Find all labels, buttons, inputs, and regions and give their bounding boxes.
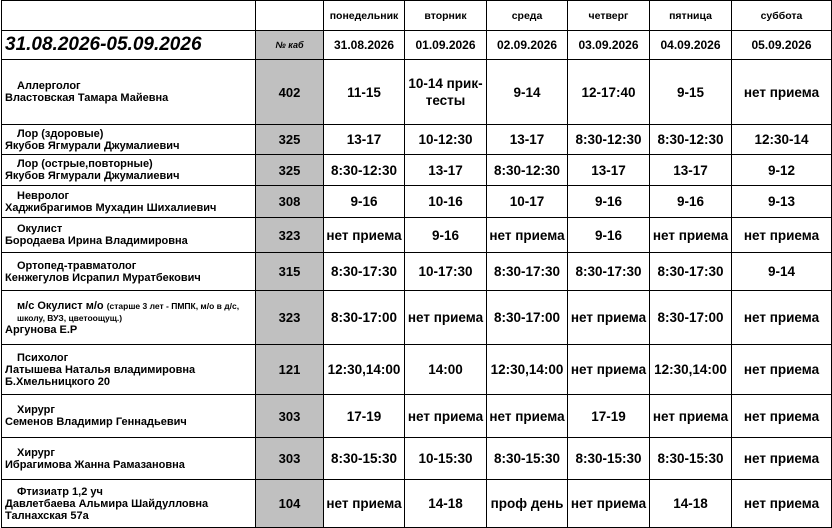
date-header: 04.09.2026 [650,31,732,60]
schedule-cell: 9-14 [487,60,568,125]
specialty-label: Лор (острые,повторные) [17,158,153,170]
schedule-table [1,0,832,528]
schedule-cell: 8:30-12:30 [324,155,405,186]
date-header-row [2,31,832,60]
schedule-cell: нет приема [732,395,832,438]
doctor-cell [2,345,256,395]
schedule-cell: нет приема [732,438,832,480]
room-number: 303 [256,438,324,480]
schedule-cell: 13-17 [405,155,487,186]
schedule-cell: 10-17 [487,186,568,218]
schedule-cell: 9-12 [732,155,832,186]
schedule-cell: 8:30-12:30 [487,155,568,186]
doctor-name: Властовская Тамара Майевна [5,92,169,104]
schedule-cell: нет приема [405,291,487,345]
specialty-label: Аллерголог [17,80,81,92]
date-header: 31.08.2026 [324,31,405,60]
schedule-cell: 12-17:40 [568,60,650,125]
schedule-cell: 8:30-17:30 [650,253,732,291]
room-column-header: № каб [256,31,324,60]
schedule-cell: 11-15 [324,60,405,125]
schedule-cell: 13-17 [568,155,650,186]
schedule-cell: нет приема [650,395,732,438]
doctor-name: Семенов Владимир Геннадьевич [5,416,187,428]
doctor-cell [2,253,256,291]
schedule-cell: нет приема [568,291,650,345]
doctor-name: Хаджибрагимов Мухадин Шихалиевич [5,201,217,214]
schedule-cell: 8:30-12:30 [650,125,732,155]
schedule-row [2,253,832,291]
day-header: суббота [732,1,832,31]
doctor-name: Кенжегулов Исрапил Муратбекович [5,271,201,284]
schedule-cell: 14-18 [650,480,732,528]
date-header: 05.09.2026 [732,31,832,60]
schedule-cell: нет приема [487,395,568,438]
schedule-row [2,480,832,528]
schedule-cell: 9-16 [650,186,732,218]
day-header: понедельник [324,1,405,31]
schedule-cell: 12:30,14:00 [324,345,405,395]
schedule-row [2,438,832,480]
corner-cell [2,1,256,31]
day-header: четверг [568,1,650,31]
doctor-name: Давлетбаева Альмира Шайдулловна [5,497,209,510]
schedule-cell: 17-19 [568,395,650,438]
address-label: Талнахская 57а [5,509,89,522]
date-header: 02.09.2026 [487,31,568,60]
schedule-cell: 13-17 [487,125,568,155]
schedule-row [2,395,832,438]
schedule-cell: 8:30-17:00 [650,291,732,345]
room-number: 325 [256,125,324,155]
doctor-cell [2,186,256,218]
schedule-cell: 8:30-17:00 [487,291,568,345]
schedule-row [2,155,832,186]
schedule-cell: 9-16 [405,218,487,253]
doctor-name: Ибрагимова Жанна Рамазановна [5,458,185,471]
specialty-label: Лор (здоровые) [17,127,104,140]
schedule-cell: нет приема [405,395,487,438]
doctor-cell [2,438,256,480]
schedule-cell: 12:30,14:00 [487,345,568,395]
schedule-cell: 10-15:30 [405,438,487,480]
schedule-cell: 8:30-17:30 [568,253,650,291]
date-header: 01.09.2026 [405,31,487,60]
doctor-cell [2,480,256,528]
room-number: 402 [256,60,324,125]
schedule-cell: 13-17 [324,125,405,155]
schedule-cell: 8:30-17:30 [487,253,568,291]
schedule-cell: 8:30-12:30 [568,125,650,155]
schedule-cell: 8:30-17:30 [324,253,405,291]
schedule-cell: нет приема [732,480,832,528]
doctor-name: Латышева Наталья владимировна [5,363,196,376]
schedule-row [2,186,832,218]
specialty-note: (старше 3 лет - ПМПК, м/о в д/с, школу, ВУЗ, цветоощущ.) [17,300,240,323]
room-number: 121 [256,345,324,395]
schedule-cell: нет приема [324,480,405,528]
schedule-cell: 10-12:30 [405,125,487,155]
schedule-cell: 8:30-15:30 [487,438,568,480]
doctor-name: Бородаева Ирина Владимировна [5,235,188,247]
doctor-name: Якубов Ягмурали Джумалиевич [5,139,180,152]
schedule-cell: 14-18 [405,480,487,528]
schedule-cell: 13-17 [650,155,732,186]
schedule-cell: нет приема [732,291,832,345]
doctor-cell [2,395,256,438]
period-title: 31.08.2026-05.09.2026 [2,31,256,60]
day-header: среда [487,1,568,31]
schedule-cell: 9-16 [324,186,405,218]
schedule-cell: 10-14 прик-тесты [405,60,487,125]
doctor-name: Аргунова Е.Р [5,323,78,336]
doctor-cell [2,125,256,155]
room-number: 315 [256,253,324,291]
room-number: 303 [256,395,324,438]
schedule-cell: нет приема [732,218,832,253]
doctor-cell [2,60,256,125]
schedule-cell: нет приема [568,345,650,395]
schedule-cell: 12:30-14 [732,125,832,155]
specialty-label: Невролог [17,189,70,202]
schedule-cell: 9-16 [568,186,650,218]
schedule-cell: 8:30-15:30 [650,438,732,480]
doctor-cell [2,291,256,345]
address-label: Б.Хмельницкого 20 [5,375,110,388]
room-number: 323 [256,291,324,345]
specialty-label: м/с Окулист м/о (старше 3 лет - ПМПК, м/о в д/с, школу, ВУЗ, цветоощущ.) [17,299,240,323]
schedule-cell: нет приема [732,345,832,395]
specialty-label: Хирург [17,446,55,459]
schedule-cell: 10-16 [405,186,487,218]
schedule-cell: 8:30-15:30 [324,438,405,480]
schedule-cell: нет приема [324,218,405,253]
schedule-cell: нет приема [732,60,832,125]
date-header: 03.09.2026 [568,31,650,60]
doctor-cell [2,155,256,186]
schedule-cell: нет приема [487,218,568,253]
schedule-row [2,345,832,395]
schedule-cell: нет приема [650,218,732,253]
schedule-row [2,125,832,155]
specialty-label: Ортопед-травматолог [17,259,137,272]
specialty-label: Хирург [17,404,55,416]
room-number: 308 [256,186,324,218]
specialty-label: Психолог [17,351,69,364]
doctor-name: Якубов Ягмурали Джумалиевич [5,170,180,182]
day-header: пятница [650,1,732,31]
schedule-cell: проф день [487,480,568,528]
specialty-label: Фтизиатр 1,2 уч [17,485,103,498]
day-header: вторник [405,1,487,31]
schedule-row [2,291,832,345]
room-number: 323 [256,218,324,253]
corner-cell-room [256,1,324,31]
schedule-cell: 9-15 [650,60,732,125]
schedule-cell: 17-19 [324,395,405,438]
schedule-cell: 8:30-17:00 [324,291,405,345]
schedule-cell: 8:30-15:30 [568,438,650,480]
doctor-cell [2,218,256,253]
schedule-row [2,218,832,253]
room-number: 325 [256,155,324,186]
schedule-cell: 10-17:30 [405,253,487,291]
room-number: 104 [256,480,324,528]
schedule-cell: 9-14 [732,253,832,291]
schedule-cell: 14:00 [405,345,487,395]
schedule-body [2,60,832,528]
specialty-label: Окулист [17,223,63,235]
schedule-cell: нет приема [568,480,650,528]
day-header-row [2,1,832,31]
schedule-cell: 12:30,14:00 [650,345,732,395]
schedule-cell: 9-13 [732,186,832,218]
schedule-row [2,60,832,125]
schedule-cell: 9-16 [568,218,650,253]
